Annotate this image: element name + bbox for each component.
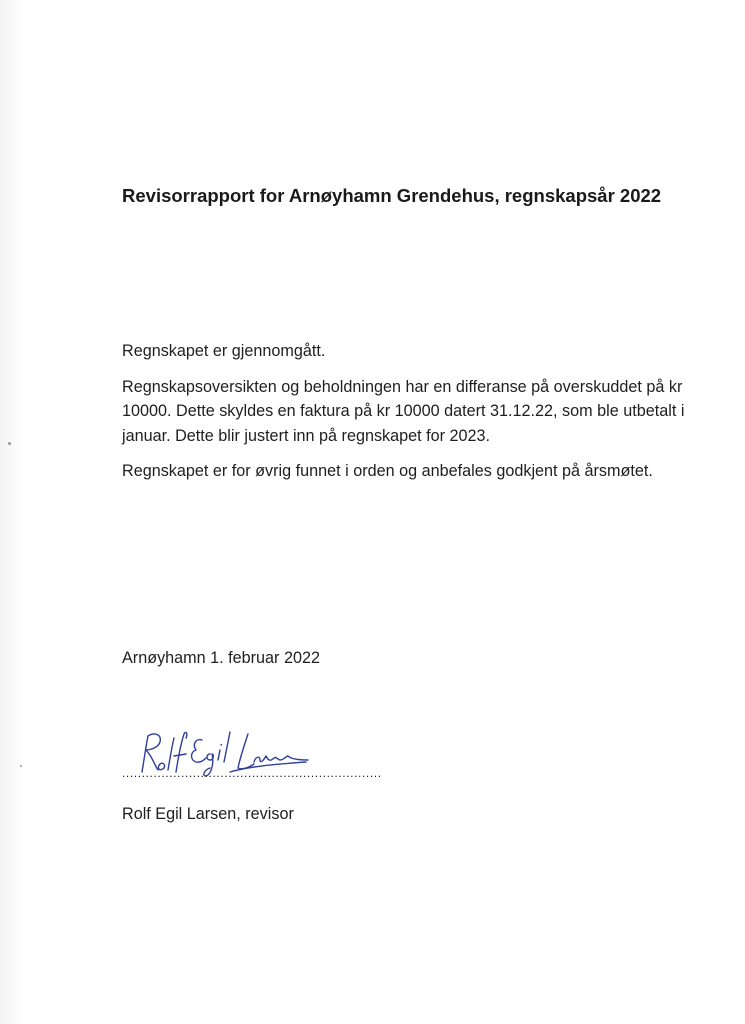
signer-name: Rolf Egil Larsen, revisor: [122, 805, 294, 823]
scan-speck: [8, 442, 11, 445]
report-body: [122, 339, 712, 495]
place-and-date: Arnøyhamn 1. februar 2022: [122, 649, 320, 667]
paragraph-approval: Regnskapet er for øvrig funnet i orden og anbefales godkjent på årsmøtet.: [122, 462, 653, 480]
scan-edge-shadow: [0, 0, 26, 1024]
scan-speck: [20, 765, 22, 767]
report-title: Revisorrapport for Arnøyhamn Grendehus, regnskapsår 2022: [122, 185, 662, 206]
paragraph-difference: Regnskapsoversikten og beholdningen har en differanse på overskuddet på kr 10000. Dette skyldes en faktura på kr 10000 datert 31.12.22, som ble utbetalt i januar. Dette blir justert inn på regnskapet for 2023.: [122, 377, 685, 445]
signature-line: ..................................................................: [122, 766, 382, 780]
paragraph-reviewed: Regnskapet er gjennomgått.: [122, 342, 326, 360]
